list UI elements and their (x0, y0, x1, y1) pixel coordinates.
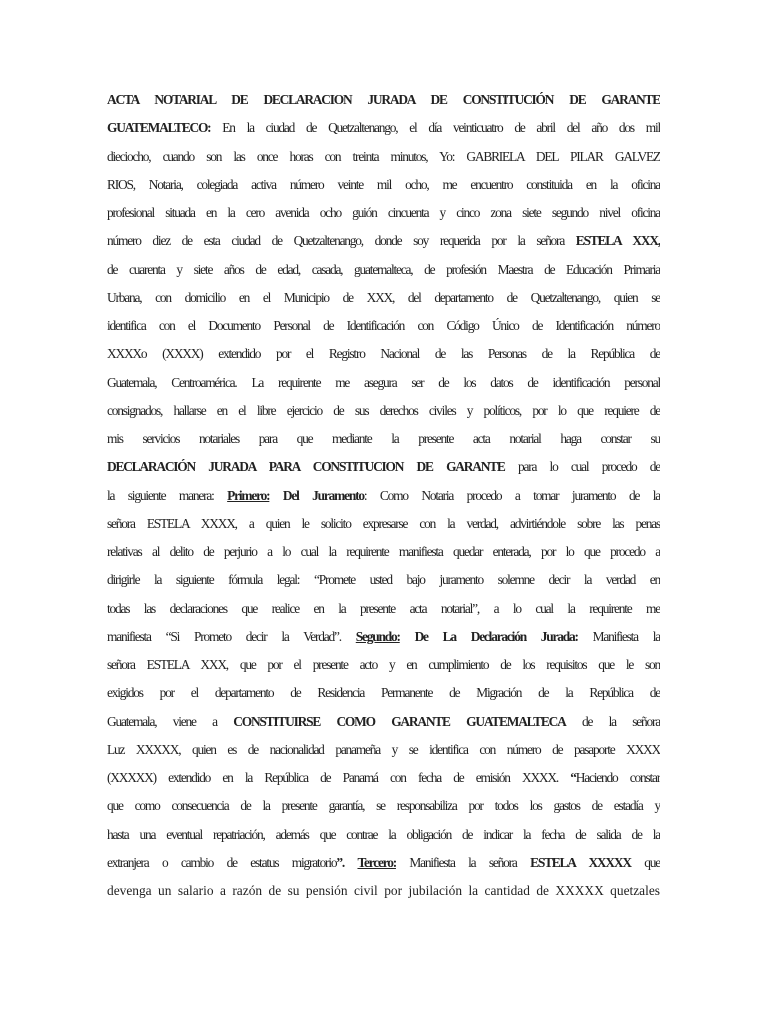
text-run: identifica con el Documento Personal de Identificación con Código Único de Identificación número (107, 318, 660, 333)
text-run: (XXXXX) extendido en la República de Panamá con fecha de emisión XXXX. (107, 770, 571, 785)
document-line (107, 821, 660, 849)
text-run: Luz XXXXX, quien es de nacionalidad panameña y se identifica con número de pasaporte XXXX (107, 741, 660, 757)
text-run: la siguiente manera: (107, 487, 228, 503)
document-line (107, 143, 660, 171)
document-line (107, 397, 660, 425)
document-line (107, 284, 660, 312)
bold-text: ESTELA XXX, (575, 233, 660, 249)
document-line (107, 623, 660, 651)
text-run: de cuarenta y siete años de edad, casada, guatemalteca, de profesión Maestra de Educación Primaria (107, 261, 660, 277)
bold-text: Del Juramento (269, 487, 364, 503)
text-run: RIOS, Notaria, colegiada activa número veinte mil ocho, me encuentro constituida en la oficina (107, 176, 660, 192)
document-line (107, 736, 660, 764)
text-run: que como consecuencia de la presente garantía, se responsabiliza por todos los gastos de estadía y (107, 798, 660, 814)
text-run: todas las declaraciones que realice en la presente acta notarial”, a lo cual la requirente me (107, 600, 660, 616)
text-run: Manifiesta la (577, 628, 660, 644)
bold-text: “ (570, 770, 576, 785)
document-line (107, 877, 660, 905)
text-run: Urbana, con domicilio en el Municipio de XXX, del departamento de Quetzaltenango, quien se (107, 289, 660, 305)
document-line (107, 453, 660, 481)
document-line (107, 849, 660, 877)
text-run (344, 855, 357, 870)
text-run: profesional situada en la cero avenida ocho guión cincuenta y cinco zona siete segundo nivel oficina (107, 205, 660, 220)
text-run: que (630, 854, 660, 870)
text-run: devenga un salario a razón de su pensión civil por jubilación la cantidad de XXXXX quetzales (107, 883, 660, 898)
bold-text: CONSTITUIRSE COMO GARANTE GUATEMALTECA (233, 713, 566, 729)
bold-text: Primero: (227, 487, 270, 503)
document-line (107, 340, 660, 368)
document-line (107, 566, 660, 594)
document-line (107, 199, 660, 227)
bold-text: ACTA NOTARIAL DE DECLARACION JURADA DE CONSTITUCIÓN DE GARANTE (107, 92, 660, 107)
text-run: Manifiesta la señora (395, 854, 531, 870)
bold-text: ESTELA XXXXX (530, 854, 631, 870)
document-line (107, 651, 660, 679)
document-line (107, 792, 660, 820)
text-run: número diez de esta ciudad de Quetzaltenango, donde soy requerida por la señora (107, 233, 576, 249)
document-line (107, 256, 660, 284)
text-run: hasta una eventual repatriación, además que contrae la obligación de indicar la fecha de salida de la (107, 826, 660, 842)
bold-text: De La Declaración Jurada: (399, 628, 578, 644)
bold-text: GUATEMALTECO: (107, 120, 211, 136)
text-run: señora ESTELA XXX, que por el presente acto y en cumplimiento de los requisitos que le son (107, 657, 660, 672)
document-line (107, 114, 660, 142)
text-run: manifiesta “Si Prometo decir la Verdad”. (107, 628, 356, 644)
bold-text: ”. (336, 854, 344, 870)
text-run: Guatemala, Centroamérica. La requirente me asegura ser de los datos de identificación personal (107, 374, 660, 390)
document-line (107, 312, 660, 340)
document-line (107, 538, 660, 566)
bold-text: Segundo: (355, 628, 400, 644)
document-line (107, 595, 660, 623)
bold-text: Tercero: (357, 854, 396, 870)
document-line (107, 708, 660, 736)
text-run: exigidos por el departamento de Residencia Permanente de Migración de la República de (107, 685, 660, 701)
document-body (107, 86, 660, 905)
document-line (107, 86, 660, 114)
text-run: para lo cual procedo de (504, 459, 660, 475)
text-run: extranjera o cambio de estatus migratorio (107, 854, 337, 870)
text-run: XXXXo (XXXX) extendido por el Registro Nacional de las Personas de la República de (107, 346, 660, 362)
document-line (107, 764, 660, 792)
text-run: mis servicios notariales para que mediante la presente acta notarial haga constar su (107, 431, 660, 446)
document-line (107, 679, 660, 707)
text-run: consignados, hallarse en el libre ejercicio de sus derechos civiles y políticos, por lo que requiere de (107, 402, 660, 418)
text-run: Haciendo constar (575, 770, 660, 785)
document-line (107, 227, 660, 255)
document-line (107, 425, 660, 453)
text-run: Guatemala, viene a (107, 713, 234, 729)
bold-text: DECLARACIÓN JURADA PARA CONSTITUCION DE GARANTE (107, 459, 505, 475)
document-line (107, 369, 660, 397)
document-line (107, 171, 660, 199)
document-line (107, 482, 660, 510)
text-run: dieciocho, cuando son las once horas con treinta minutos, Yo: GABRIELA DEL PILAR GALVEZ (107, 148, 660, 164)
text-run: dirigirle la siguiente fórmula legal: “Promete usted bajo juramento solemne decir la verdad en (107, 572, 660, 588)
text-run: de la señora (565, 713, 660, 729)
text-run: relativas al delito de perjurio a lo cual la requirente manifiesta quedar enterada, por lo que procedo a (107, 544, 660, 559)
text-run: En la ciudad de Quetzaltenango, el día veinticuatro de abril del año dos mil (210, 120, 660, 136)
text-run: señora ESTELA XXXX, a quien le solicito expresarse con la verdad, advirtiéndole sobre las penas (107, 515, 660, 531)
text-run: : Como Notaria procedo a tomar juramento de la (363, 487, 660, 503)
document-line (107, 510, 660, 538)
